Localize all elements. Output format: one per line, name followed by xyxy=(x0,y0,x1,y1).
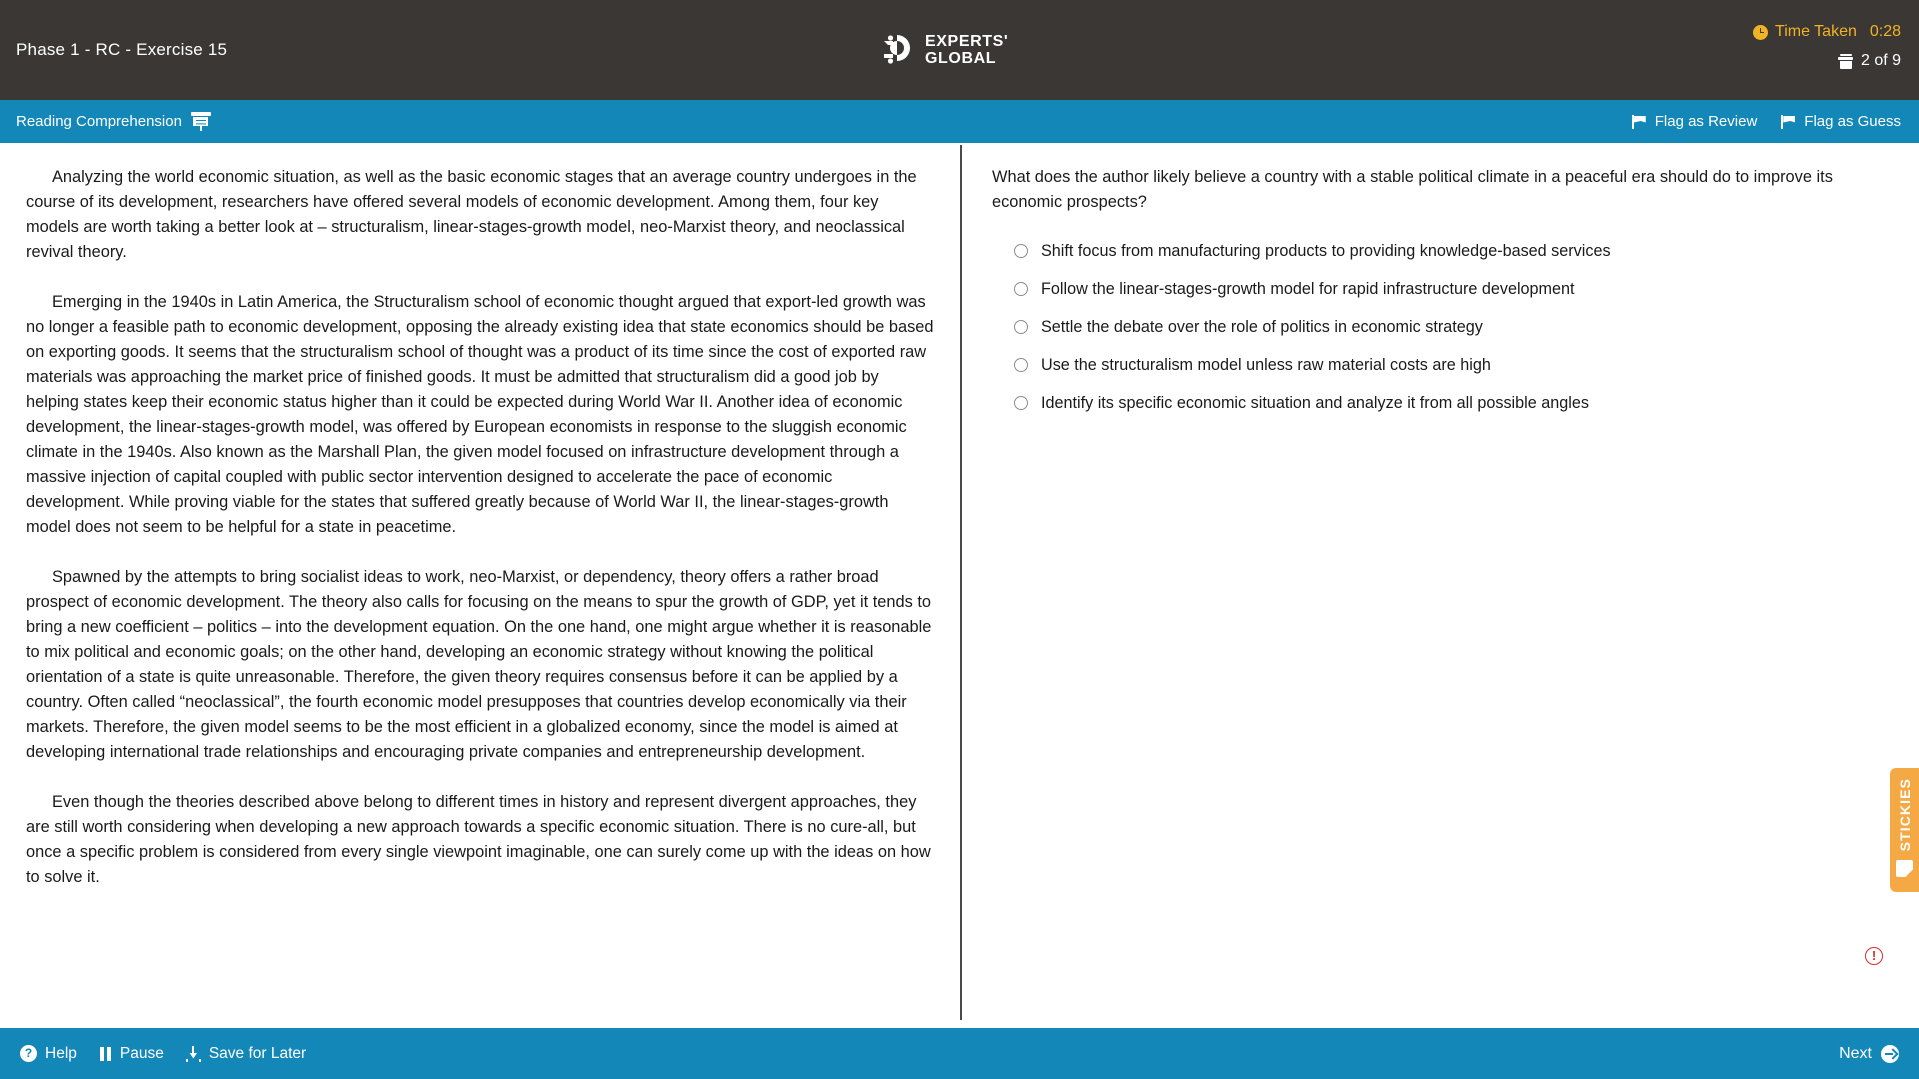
stickies-label: STICKIES xyxy=(1896,778,1913,852)
clock-icon xyxy=(1753,25,1768,40)
passage-paragraph: Spawned by the attempts to bring socialist ideas to work, neo-Marxist, or dependency, theory offers a rather broad prospect of economic development. The theory also calls for focusing on the means to spur the growth of GDP, yet it tends to bring a new coefficient – politics – into the development equation. On the one hand, one might argue whether it is reasonable to mix political and economic goals; on the other hand, developing an economic strategy without knowing the political orientation of a state is quite unreasonable. Therefore, the given theory requires consensus before it can be applied by a country. Often called “neoclassical”, the fourth economic model presupposes that countries develop economically via their markets. Therefore, the given model seems to be the most efficient in a globalized economy, since the model is aimed at developing international trade relationships and encouraging private companies and entrepreneurship development. xyxy=(26,568,932,761)
alert-circle-icon[interactable]: ! xyxy=(1865,947,1883,965)
passage-paragraph: Even though the theories described above belong to different times in history and represent divergent approaches, they are still worth considering when developing a new approach towards a specific economic situation. There is no cure-all, but once a specific problem is considered from every single viewpoint imaginable, one can surely come up with the ideas on how to solve it. xyxy=(26,793,931,886)
time-taken-label: Time Taken xyxy=(1775,23,1857,40)
radio-button[interactable] xyxy=(1014,282,1028,296)
timer-panel xyxy=(1753,22,1901,71)
question-pane xyxy=(962,143,1919,1028)
answer-option[interactable] xyxy=(992,233,1879,271)
passage-paragraph: Analyzing the world economic situation, as well as the basic economic stages that an average country undergoes in the course of its development, researchers have offered several models of economic development. Among them, four key models are worth taking a better look at – structuralism, linear-stages-growth model, neo-Marxist theory, and neoclassical revival theory. xyxy=(26,168,917,261)
flag-as-review-button[interactable] xyxy=(1632,113,1758,130)
flag-as-review-label: Flag as Review xyxy=(1654,113,1758,130)
cards-stack-icon xyxy=(1838,54,1854,69)
section-label-group xyxy=(16,112,211,131)
sticky-note-icon xyxy=(1896,860,1913,877)
answer-option-label: Settle the debate over the role of politics in economic strategy xyxy=(1041,318,1483,336)
radio-button[interactable] xyxy=(1014,358,1028,372)
save-for-later-label: Save for Later xyxy=(208,1044,307,1062)
page-title: Phase 1 - RC - Exercise 15 xyxy=(16,40,228,59)
help-button[interactable] xyxy=(20,1045,77,1063)
save-for-later-button[interactable] xyxy=(186,1045,306,1063)
answer-options-list xyxy=(992,233,1879,423)
stickies-tab[interactable] xyxy=(1890,768,1919,892)
pause-icon xyxy=(99,1047,112,1061)
flag-as-guess-label: Flag as Guess xyxy=(1804,113,1901,130)
answer-option[interactable] xyxy=(992,271,1879,309)
radio-button[interactable] xyxy=(1014,320,1028,334)
answer-option[interactable] xyxy=(992,347,1879,385)
main-content xyxy=(0,143,1919,1028)
top-header-bar xyxy=(0,0,1919,100)
passage-paragraph: Emerging in the 1940s in Latin America, the Structuralism school of economic thought argued that export-led growth was no longer a feasible path to economic development, opposing the already existing idea that state economics should be based on exporting goods. It seems that the structuralism school of thought was a product of its time since the cost of exported raw materials was approaching the market price of finished goods. It must be admitted that structuralism did a good job by helping states keep their economic status higher than it could be expected during World War II. Another idea of economic development, the linear-stages-growth model, was offered by European economists in response to the sluggish economic climate in the 1940s. Also known as the Marshall Plan, the given model focused on infrastructure development through a massive injection of capital coupled with public sector intervention designed to accelerate the pace of economic development. While proving viable for the states that suffered greatly because of World War II, the linear-stages-growth model does not seem to be helpful for a state in peacetime. xyxy=(26,293,934,536)
question-prompt: What does the author likely believe a country with a stable political climate in a peaceful era should do to improve its economic prospects? xyxy=(992,168,1833,211)
next-button[interactable] xyxy=(1839,1045,1899,1063)
answer-option[interactable] xyxy=(992,385,1879,423)
answer-option-label: Identify its specific economic situation and analyze it from all possible angles xyxy=(1041,394,1589,412)
passage-pane xyxy=(0,143,960,1028)
time-taken-row xyxy=(1753,22,1901,42)
flag-icon xyxy=(1781,115,1796,129)
radio-button[interactable] xyxy=(1014,244,1028,258)
question-count-row xyxy=(1753,51,1901,71)
flag-as-guess-button[interactable] xyxy=(1781,113,1901,130)
time-taken-value: 0:28 xyxy=(1869,23,1901,40)
pause-label: Pause xyxy=(119,1044,164,1062)
flag-actions xyxy=(1632,113,1901,130)
answer-option-label: Shift focus from manufacturing products to providing knowledge-based services xyxy=(1041,242,1611,260)
logo-text-line2: GLOBAL xyxy=(925,50,997,67)
answer-option-label: Use the structuralism model unless raw material costs are high xyxy=(1041,356,1491,374)
next-label: Next xyxy=(1839,1044,1872,1062)
brand-logo xyxy=(880,32,1008,68)
presentation-screen-icon[interactable] xyxy=(191,112,211,131)
flag-icon xyxy=(1632,115,1647,129)
answer-option-label: Follow the linear-stages-growth model for rapid infrastructure development xyxy=(1041,280,1575,298)
bottom-action-bar xyxy=(0,1028,1919,1079)
answer-option[interactable] xyxy=(992,309,1879,347)
question-mark-icon: ? xyxy=(20,1045,37,1062)
section-nav-bar xyxy=(0,100,1919,143)
logo-text-line1: EXPERTS' xyxy=(925,33,1009,50)
bottom-left-actions xyxy=(20,1045,306,1063)
pause-button[interactable] xyxy=(99,1045,164,1063)
radio-button[interactable] xyxy=(1014,396,1028,410)
download-icon xyxy=(186,1046,201,1062)
question-count-value: 2 of 9 xyxy=(1860,52,1901,69)
arrow-right-icon xyxy=(1881,1045,1899,1063)
section-label: Reading Comprehension xyxy=(16,113,182,130)
help-label: Help xyxy=(45,1044,77,1062)
experts-global-logo-icon xyxy=(880,32,916,68)
